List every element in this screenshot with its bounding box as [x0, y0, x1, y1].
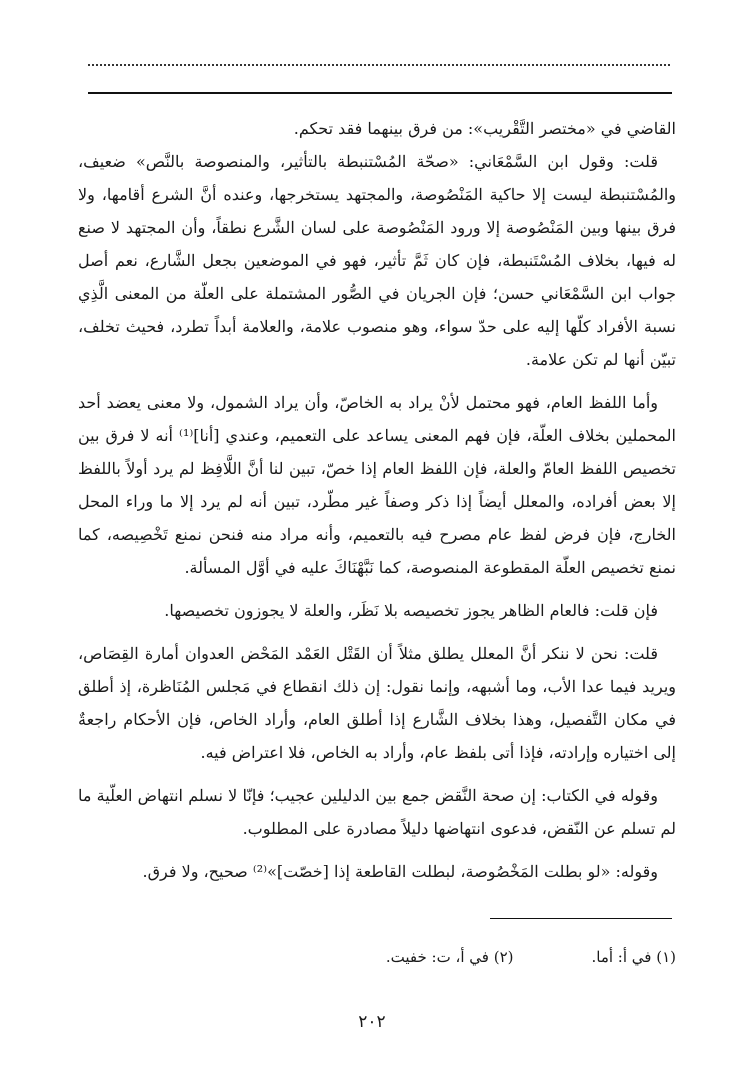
page-number: ٢٠٢ [358, 1012, 386, 1032]
paragraph: قلت: نحن لا ننكر أنَّ المعلل يطلق مثلاً أن القَتْل العَمْد المَحْض العدوان أمارة القِصَاص، ويريد فيما عدا الأب، وما أشبهه، وإنما نقول: إن ذلك انقطاع في مَجلس المُنَاظرة، إذ أطلق في مكان التَّفصيل، وهذا بخلاف الشَّارع إذا أطلق العام، وأراد الخاص، فإن الأحكام راجعةٌ إلى اختياره وإرادته، فإذا أتى بلفظ عام، وأراد به الخاص، فلا اعتراض فيه. [78, 644, 676, 762]
paragraph: وقوله: «لو بطلت المَخْصُوصة، لبطلت القاطعة إذا [خصّت]»⁽²⁾ صحيح، ولا فرق. [142, 862, 658, 881]
paragraph: وقوله في الكتاب: إن صحة النَّقض جمع بين الدليلين عجيب؛ فإنّا لا نسلم انتهاض العلّية ما لم تسلم عن النّقض، فدعوى انتهاضها دليلاً مصادرة على المطلوب. [78, 786, 676, 838]
paragraph: قلت: وقول ابن السَّمْعَاني: «صحّة المُسْتنبطة بالتأثير، والمنصوصة بالنَّص» ضعيف، والمُسْتنبطة ليست إلا حاكية المَنْصُوصة، والمجتهد يستخرجها، وعنده أنَّ الشرع أقامها، ولا فرق بينها وبين المَنْصُوصة إلا ورود المَنْصُوصة على لسان الشَّرع نطقاً، وأن المجتهد لا صنع له فيها، بخلاف المُسْتَنبطة، فإن كان ثَمَّ تأثير، فهو في الموضعين بجعل الشَّارع، نعم أصل جواب ابن السَّمْعَاني حسن؛ فإن الجريان في الصُّور المشتملة على العلّة من المعنى الَّذِي نسبة الأفراد كلّها إليه على حدّ سواء، وهو منصوب علامة، والعلامة أبداً تطرد، فحيث تخلف، تبيّن أنها لم تكن علامة. [78, 152, 677, 369]
footnotes [90, 946, 676, 968]
footnote-1: (١) في أ: أما. [591, 948, 676, 966]
footnote-rule [490, 918, 672, 919]
header-dotted-rule [88, 64, 670, 66]
paragraph: القاضي في «مختصر التَّقْريب»: من فرق بينهما فقد تحكم. [293, 119, 676, 138]
paragraph: وأما اللفظ العام، فهو محتمل لأنْ يراد به الخاصّ، وأن يراد الشمول، ولا معنى يعضد أحد المحملين بخلاف العلّة، فإن فهم المعنى يساعد على التعميم، وعندي [أنا]⁽¹⁾ أنه لا فرق بين تخصيص اللفظ العامّ والعلة، فإن اللفظ العام إذا خصّ، تبين لنا أنَّ اللَّافِظ لم يرد أولاً باللفظ إلا بعض أفراده، والمعلل أيضاً إذا ذكر وصفاً غير مطّرد، تبين أنه لم يرد إلا ما وراء المحل الخارج، فإن فرض لفظ عام مصرح فيه بالتعميم، وأنه مراد منه فنحن نمنع تَخْصِيصه، كما نمنع تخصيص العلّة المقطوعة المنصوصة، كما نَبَّهْنَاكَ عليه في أوَّل المسألة. [78, 393, 676, 577]
body-text [78, 112, 676, 888]
footnote-2: (٢) في أ، ت: خفيت. [385, 948, 514, 966]
paragraph: فإن قلت: فالعام الظاهر يجوز تخصيصه بلا نَظَر، والعلة لا يجوزون تخصيصها. [164, 601, 658, 620]
header-rule [88, 92, 672, 94]
